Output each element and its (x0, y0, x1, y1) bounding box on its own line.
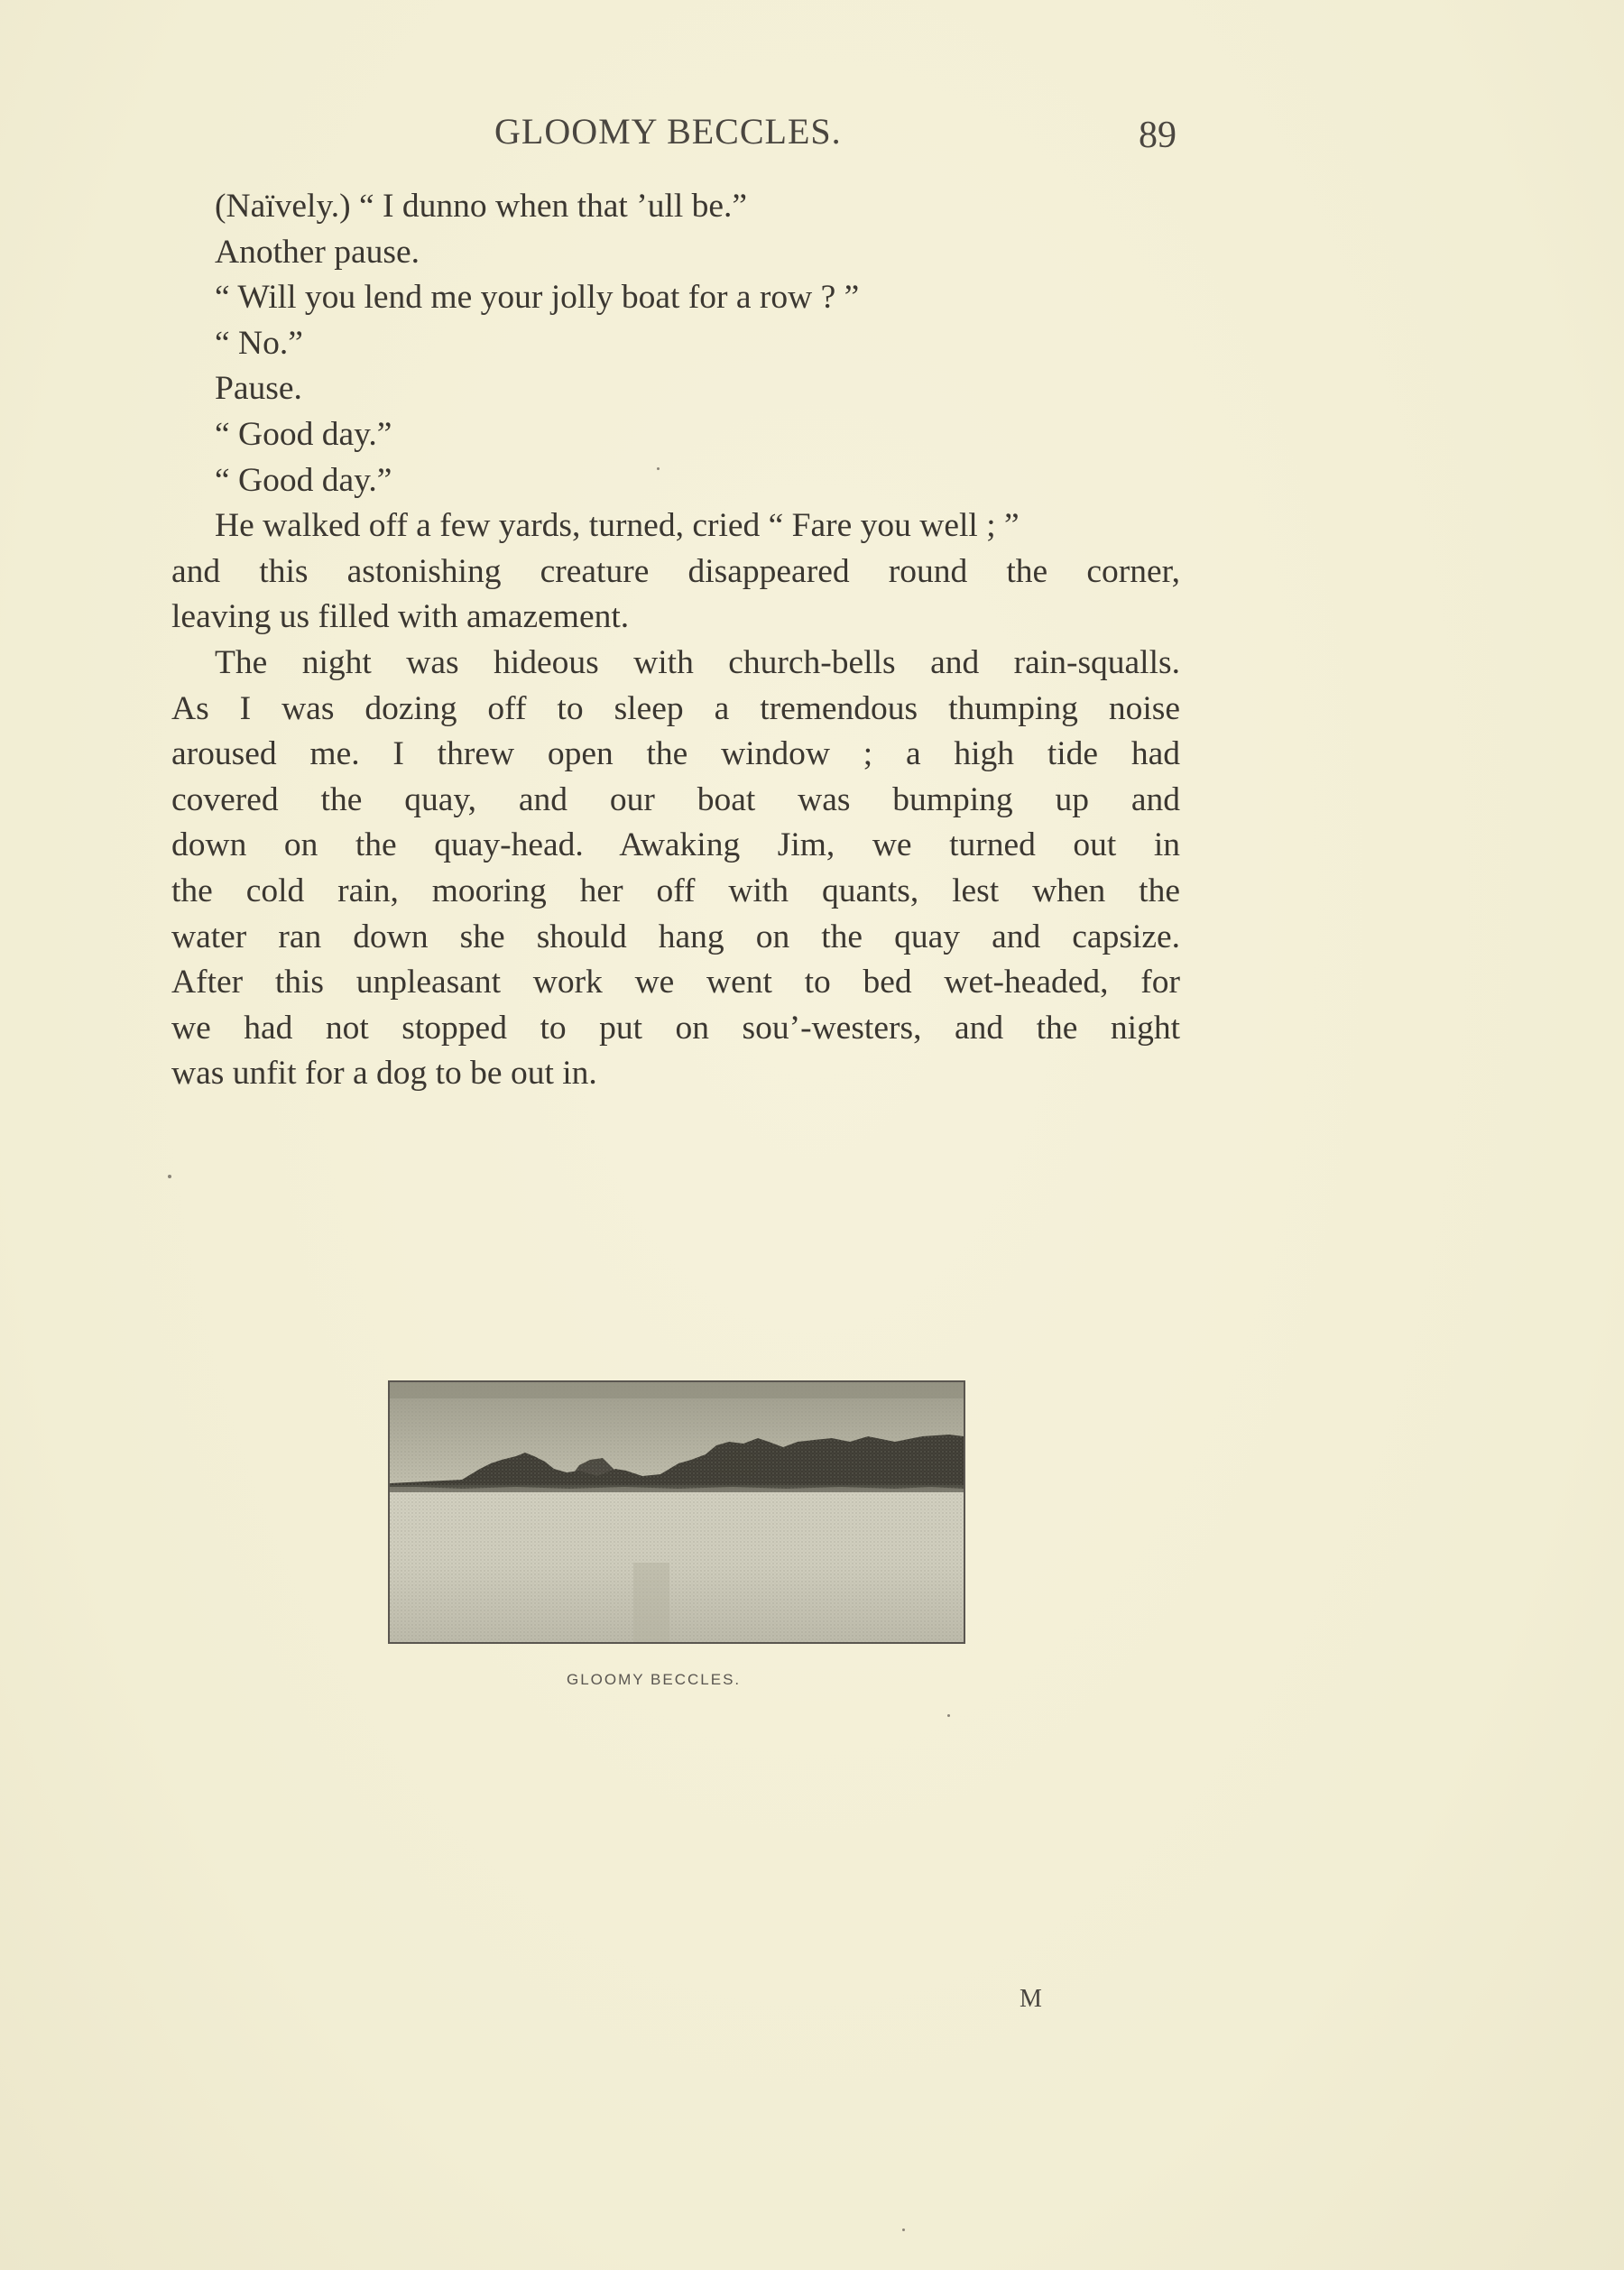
paper-speck (947, 1714, 950, 1717)
text-line: covered the quay, and our boat was bumping up and (171, 780, 1180, 818)
text-line: Pause. (215, 370, 302, 408)
text-line: As I was dozing off to sleep a tremendous thumping noise (171, 689, 1180, 727)
illustration-gloomy-beccles (388, 1380, 965, 1644)
paper-speck (657, 467, 660, 470)
landscape-image (390, 1382, 964, 1642)
text-line: “ Will you lend me your jolly boat for a row ? ” (215, 279, 860, 317)
paper-speck (902, 2228, 905, 2231)
text-line: water ran down she should hang on the quay and capsize. (171, 918, 1180, 955)
text-line: we had not stopped to put on sou’-westers, and the night (171, 1009, 1180, 1047)
text-line: “ Good day.” (215, 415, 392, 453)
text-line: He walked off a few yards, turned, cried “ Fare you well ; ” (215, 507, 1020, 545)
text-line: was unfit for a dog to be out in. (171, 1055, 597, 1093)
text-line: aroused me. I threw open the window ; a high tide had (171, 735, 1180, 773)
text-line: The night was hideous with church-bells and rain-squalls. (215, 643, 1180, 681)
running-title: GLOOMY BECCLES. (494, 111, 842, 152)
text-line: the cold rain, mooring her off with quants, lest when the (171, 872, 1180, 909)
page-number: 89 (1139, 115, 1176, 156)
text-line: and this astonishing creature disappeared round the corner, (171, 552, 1180, 590)
paper-speck (168, 1175, 171, 1178)
text-line: “ No.” (215, 324, 303, 362)
text-line: Another pause. (215, 233, 420, 271)
text-line: After this unpleasant work we went to bed wet-headed, for (171, 964, 1180, 1001)
text-line: “ Good day.” (215, 461, 392, 499)
body-text (171, 184, 1180, 1097)
signature-mark: M (1020, 1985, 1042, 2013)
caption-text: GLOOMY BECCLES. (567, 1671, 742, 1688)
text-line: (Naïvely.) “ I dunno when that ’ull be.” (215, 188, 748, 225)
text-line: down on the quay-head. Awaking Jim, we turned out in (171, 826, 1180, 864)
text-line: leaving us filled with amazement. (171, 598, 630, 636)
